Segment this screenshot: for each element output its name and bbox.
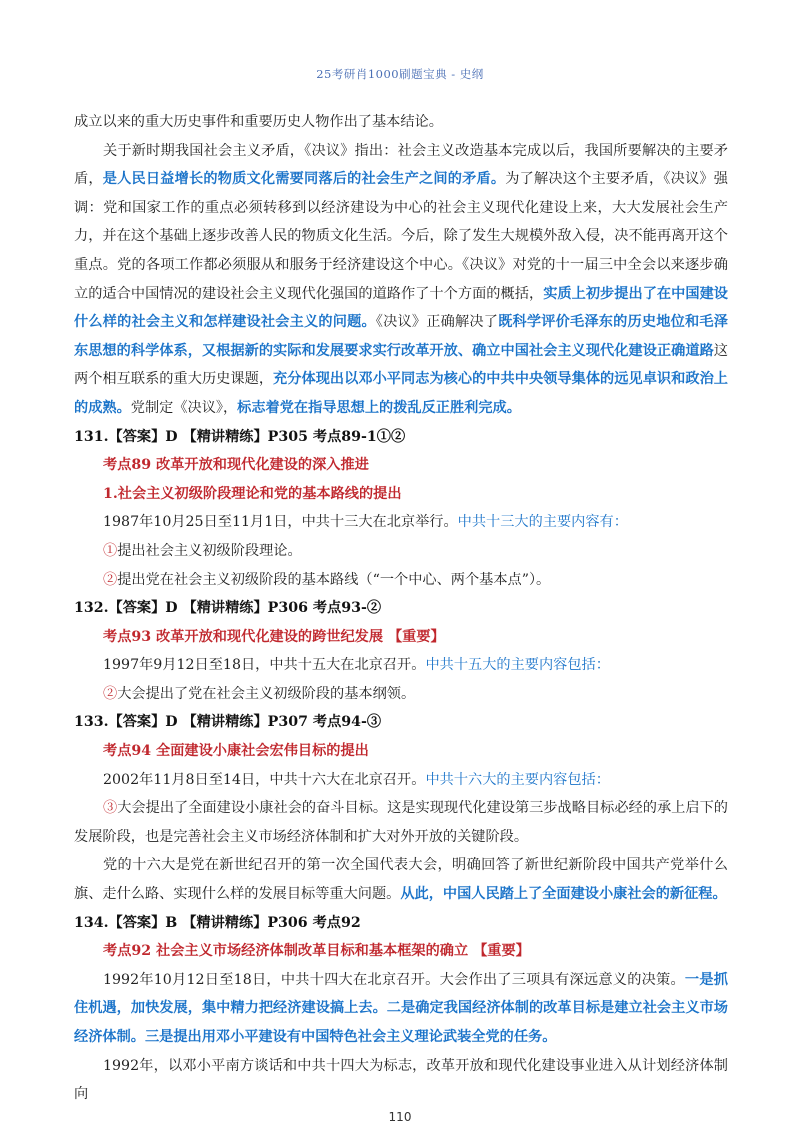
paragraph: 1992年10月12日至18日，中共十四大在北京召开。大会作出了三项具有深远意义的决策。一是抓住机遇，加快发展，集中精力把经济建设搞上去。二是确定我国经济体制的改革目标是建立社会主义市场经济体制。三是提出用邓小平建设有中国特色社会主义理论武装全党的任务。	[74, 971, 728, 1045]
document-body	[74, 108, 728, 1109]
list-item: ②提出党在社会主义初级阶段的基本路线（“一个中心、两个基本点”）。	[103, 571, 551, 588]
list-item: ①提出社会主义初级阶段理论。	[103, 542, 302, 559]
subtopic-heading: 1.社会主义初级阶段理论和党的基本路线的提出	[103, 485, 402, 502]
paragraph: 1997年9月12日至18日，中共十五大在北京召开。中共十五大的主要内容包括：	[103, 657, 610, 674]
list-item: ②大会提出了党在社会主义初级阶段的基本纲领。	[103, 685, 416, 702]
paragraph: 1992年，以邓小平南方谈话和中共十四大为标志，改革开放和现代化建设事业进入从计划经济体制向	[74, 1057, 728, 1103]
topic-heading: 考点93 改革开放和现代化建设的跨世纪发展 【重要】	[103, 628, 445, 645]
topic-heading: 考点94 全面建设小康社会宏伟目标的提出	[103, 743, 369, 760]
paragraph: 2002年11月8日至14日，中共十六大在北京召开。中共十六大的主要内容包括：	[103, 771, 610, 788]
answer-heading: 131.【答案】D 【精讲精练】P305 考点89-1①②	[74, 428, 406, 445]
paragraph: 成立以来的重大历史事件和重要历史人物作出了基本结论。	[74, 114, 443, 130]
topic-heading: 考点92 社会主义市场经济体制改革目标和基本框架的确立 【重要】	[103, 943, 530, 960]
answer-heading: 133.【答案】D 【精讲精练】P307 考点94-③	[74, 714, 382, 731]
page-number: 110	[388, 1110, 412, 1124]
paragraph: 党的十六大是党在新世纪召开的第一次全国代表大会，明确回答了新世纪新阶段中国共产党举什么旗、走什么路、实现什么样的发展目标等重大问题。从此，中国人民踏上了全面建设小康社会的新征程。	[74, 857, 728, 903]
topic-heading: 考点89 改革开放和现代化建设的深入推进	[103, 457, 369, 474]
answer-heading: 132.【答案】D 【精讲精练】P306 考点93-②	[74, 600, 382, 617]
paragraph: 关于新时期我国社会主义矛盾，《决议》指出：社会主义改造基本完成以后，我国所要解决的主要矛盾，是人民日益增长的物质文化需要同落后的社会生产之间的矛盾。为了解决这个主要矛盾，《决议》强调：党和国家工作的重点必须转移到以经济建设为中心的社会主义现代化建设上来，大大发展社会生产力，并在这个基础上逐步改善人民的物质文化生活。今后，除了发生大规模外敌入侵，决不能再离开这个重点。党的各项工作都必须服从和服务于经济建设这个中心。《决议》对党的十一届三中全会以来逐步确立的适合中国情况的建设社会主义现代化强国的道路作了十个方面的概括，实质上初步提出了在中国建设什么样的社会主义和怎样建设社会主义的问题。《决议》正确解决了既科学评价毛泽东的历史地位和毛泽东思想的科学体系，又根据新的实际和发展要求实行改革开放、确立中国社会主义现代化建设正确道路这两个相互联系的重大历史课题，充分体现出以邓小平同志为核心的中共中央领导集体的远见卓识和政治上的成熟。党制定《决议》，标志着党在指导思想上的拨乱反正胜利完成。	[74, 142, 728, 416]
answer-heading: 134.【答案】B 【精讲精练】P306 考点92	[74, 914, 361, 931]
list-item: ③大会提出了全面建设小康社会的奋斗目标。这是实现现代化建设第三步战略目标必经的承上启下的发展阶段，也是完善社会主义市场经济体制和扩大对外开放的关键阶段。	[74, 800, 728, 845]
paragraph: 1987年10月25日至11月1日，中共十三大在北京举行。中共十三大的主要内容有：	[103, 514, 628, 531]
page-header: 25考研肖1000刷题宝典 - 史纲	[316, 67, 484, 81]
